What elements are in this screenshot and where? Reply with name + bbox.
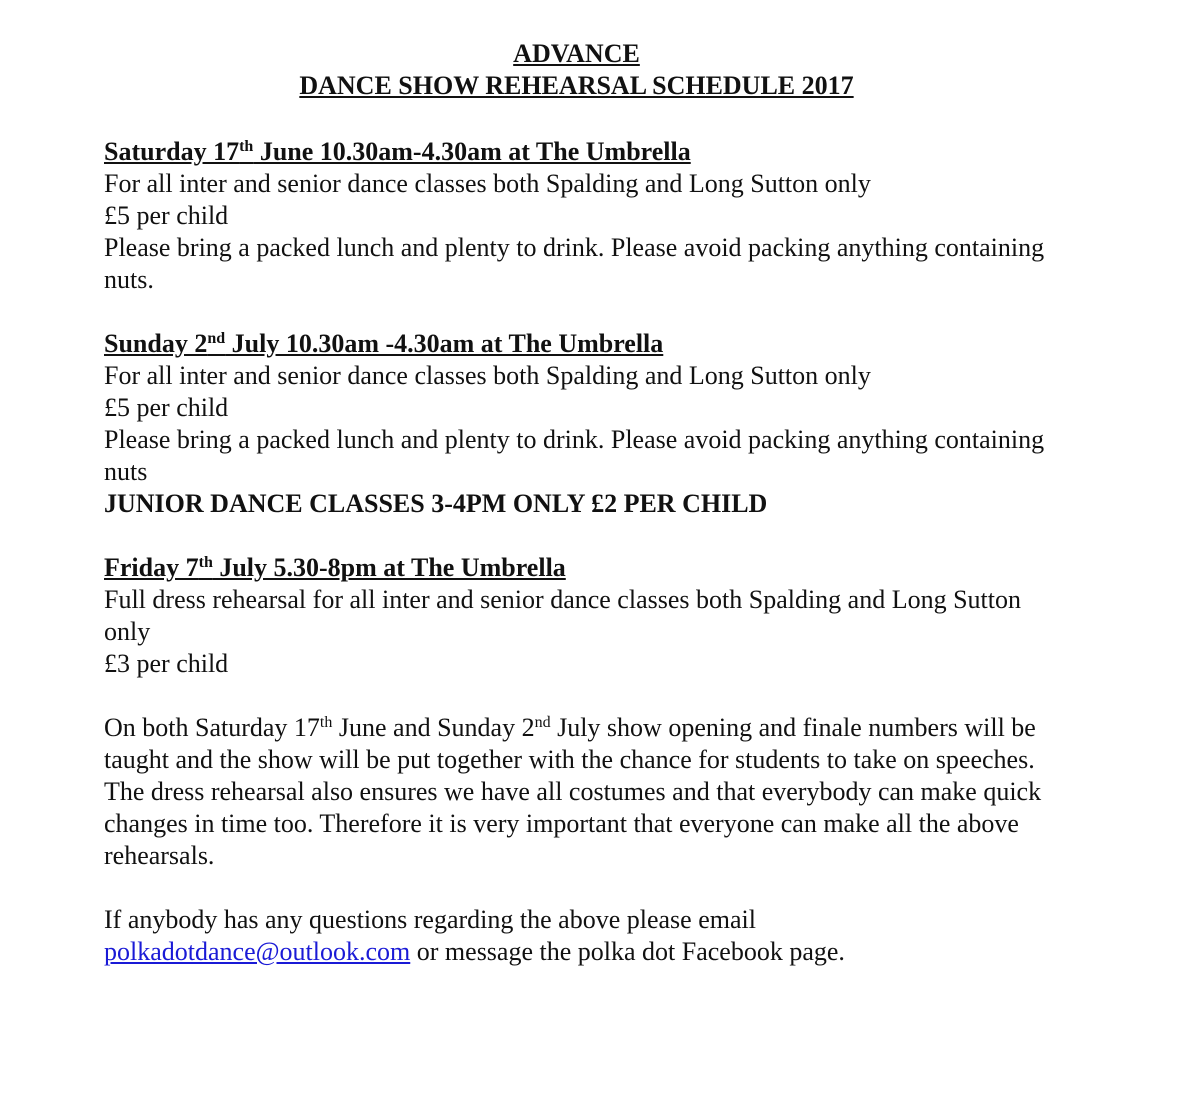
ordinal-suffix: th: [239, 138, 254, 155]
section-heading: [104, 136, 1064, 168]
ordinal-suffix: nd: [534, 714, 551, 731]
heading-details: July 5.30-8pm at The Umbrella: [212, 553, 566, 582]
ordinal-suffix: th: [198, 554, 213, 571]
section-heading: [104, 328, 1064, 360]
info-text-part: June and Sunday 2: [332, 713, 535, 742]
section-heading: [104, 552, 1064, 584]
title-line-advance: ADVANCE: [513, 39, 640, 68]
info-text: [104, 712, 1064, 872]
section-saturday: [104, 136, 1064, 296]
ordinal-suffix: th: [319, 714, 333, 731]
section-text-line: For all inter and senior dance classes both Spalding and Long Sutton only: [104, 169, 871, 198]
info-paragraph: [104, 712, 1064, 872]
document-title: [104, 38, 1049, 102]
document-page: [104, 38, 1064, 1000]
heading-day: Saturday 17: [104, 137, 240, 166]
contact-intro: If anybody has any questions regarding the above please email: [104, 905, 756, 934]
email-link[interactable]: polkadotdance@outlook.com: [104, 937, 411, 966]
section-sunday: [104, 328, 1064, 520]
section-text-line: For all inter and senior dance classes both Spalding and Long Sutton only: [104, 361, 871, 390]
junior-classes-note: JUNIOR DANCE CLASSES 3-4PM ONLY £2 PER CHILD: [104, 489, 768, 518]
contact-paragraph: [104, 904, 1064, 968]
section-price-line: £5 per child: [104, 201, 229, 230]
ordinal-suffix: nd: [207, 330, 226, 347]
contact-outro: or message the polka dot Facebook page.: [410, 937, 845, 966]
section-text-line: Full dress rehearsal for all inter and senior dance classes both Spalding and Long Sutton only: [104, 585, 1022, 646]
title-line-schedule: DANCE SHOW REHEARSAL SCHEDULE 2017: [299, 71, 854, 100]
section-text-line: Please bring a packed lunch and plenty to drink. Please avoid packing anything containing nuts.: [104, 233, 1045, 294]
section-price-line: £3 per child: [104, 649, 229, 678]
section-price-line: £5 per child: [104, 393, 229, 422]
contact-line: [104, 936, 1064, 968]
info-text-part: July show opening and finale numbers will be taught and the show will be put together with the chance for students to take on speeches. The dress rehearsal also ensures we have all costumes and that everybody can make quick changes in time too. Therefore it is very important that everyone can make all the above rehearsals.: [104, 713, 1042, 870]
section-text-line: Please bring a packed lunch and plenty to drink. Please avoid packing anything containing nuts: [104, 425, 1045, 486]
section-friday: [104, 552, 1064, 680]
heading-details: June 10.30am-4.30am at The Umbrella: [253, 137, 691, 166]
heading-day: Friday 7: [104, 553, 199, 582]
heading-details: July 10.30am -4.30am at The Umbrella: [225, 329, 664, 358]
info-text-part: On both Saturday 17: [104, 713, 320, 742]
heading-day: Sunday 2: [104, 329, 208, 358]
